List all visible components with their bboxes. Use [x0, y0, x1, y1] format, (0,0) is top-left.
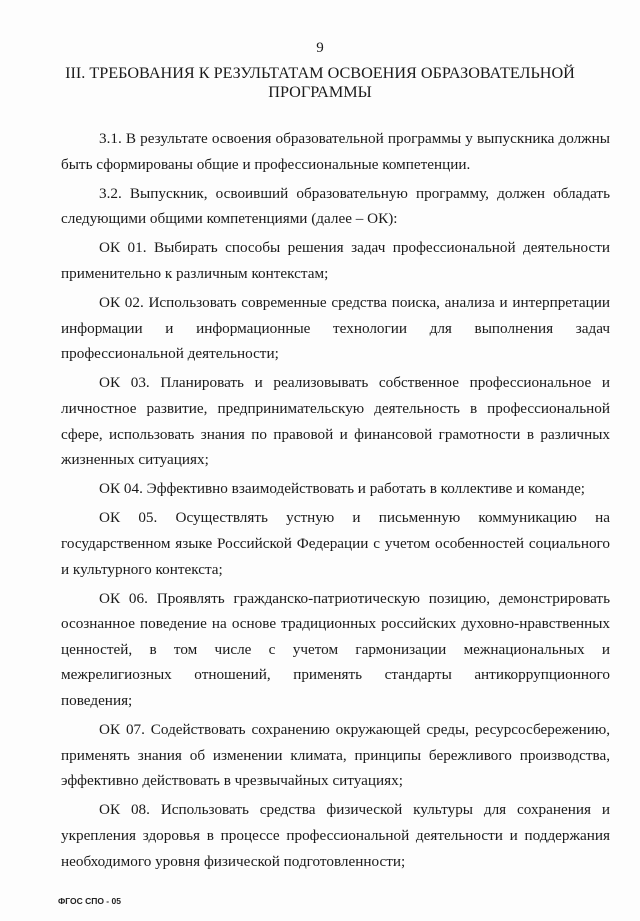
body-text [61, 126, 610, 878]
page-number: 9 [316, 40, 324, 56]
paragraph-3-1: 3.1. В результате освоения образовательной программы у выпускника должны быть сформированы общие и профессиональные компетенции. [61, 130, 610, 173]
paragraph-3-2: 3.2. Выпускник, освоивший образовательную программу, должен обладать следующими общими компетенциями (далее – ОК): [61, 184, 610, 228]
competency-ok-08: ОК 08. Использовать средства физической культуры для сохранения и укрепления здоровья в процессе профессиональной деятельности и поддержания необходимого уровня физической подготовленности; [61, 801, 610, 870]
section-title: III. ТРЕБОВАНИЯ К РЕЗУЛЬТАТАМ ОСВОЕНИЯ ОБРАЗОВАТЕЛЬНОЙ ПРОГРАММЫ [65, 64, 575, 101]
competency-ok-07: ОК 07. Содействовать сохранению окружающей среды, ресурсосбережению, применять знания об изменении климата, принципы бережливого производства, эффективно действовать в чрезвычайных ситуациях; [61, 721, 610, 790]
competency-ok-05: ОК 05. Осуществлять устную и письменную коммуникацию на государственном языке Российской Федерации с учетом особенностей социального и культурного контекста; [61, 509, 610, 578]
competency-ok-03: ОК 03. Планировать и реализовывать собственное профессиональное и личностное развитие, предпринимательскую деятельность в профессиональной сфере, использовать знания по правовой и финансовой грамотности в различных жизненных ситуациях; [61, 374, 610, 469]
footer-label: ФГОС СПО - 05 [58, 896, 121, 906]
competency-ok-01: ОК 01. Выбирать способы решения задач профессиональной деятельности применительно к различным контекстам; [61, 239, 610, 282]
competency-ok-06: ОК 06. Проявлять гражданско-патриотическую позицию, демонстрировать осознанное поведение на основе традиционных российских духовно-нравственных ценностей, в том числе с учетом гармонизации межнациональных и межрелигиозных отношений, применять стандарты антикоррупционного поведения; [61, 589, 610, 709]
competency-ok-04: ОК 04. Эффективно взаимодействовать и работать в коллективе и команде; [99, 480, 586, 498]
competency-ok-02: ОК 02. Использовать современные средства поиска, анализа и интерпретации информации и информационные технологии для выполнения задач профессиональной деятельности; [61, 294, 610, 363]
